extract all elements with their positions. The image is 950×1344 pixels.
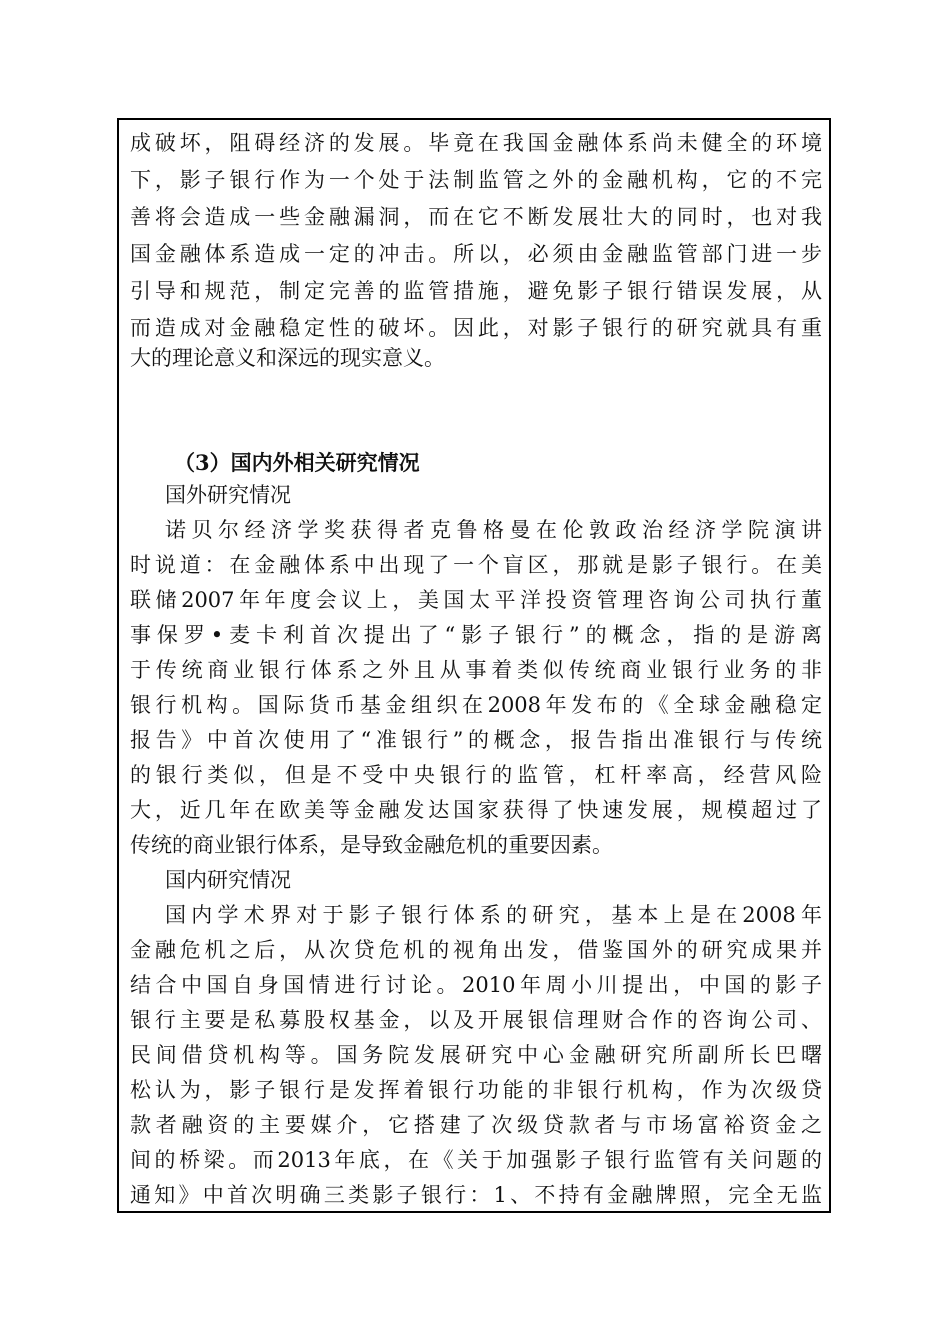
text-line: 松认为，影子银行是发挥着银行功能的非银行机构，作为次级贷 [130,1078,822,1102]
text-line: 成破坏，阻碍经济的发展。毕竟在我国金融体系尚未健全的环境 [130,131,822,155]
text-line: 传统的商业银行体系，是导致金融危机的重要因素。 [130,833,613,857]
text-line: 间的桥梁。而2013年底，在《关于加强影子银行监管有关问题的 [130,1148,822,1172]
text-line: 国内学术界对于影子银行体系的研究，基本上是在2008年 [165,903,822,927]
text-line: 金融危机之后，从次贷危机的视角出发，借鉴国外的研究成果并 [130,938,822,962]
text-line: 银行机构。国际货币基金组织在2008年发布的《全球金融稳定 [130,693,822,717]
text-line: 事保罗•麦卡利首次提出了“影子银行”的概念，指的是游离 [130,623,822,647]
text-line: 大的理论意义和深远的现实意义。 [130,346,445,370]
text-line: 于传统商业银行体系之外且从事着类似传统商业银行业务的非 [130,658,822,682]
text-line: 款者融资的主要媒介，它搭建了次级贷款者与市场富裕资金之 [130,1113,822,1137]
text-line: 诺贝尔经济学奖获得者克鲁格曼在伦敦政治经济学院演讲 [165,518,822,542]
text-line: 大，近几年在欧美等金融发达国家获得了快速发展，规模超过了 [130,798,822,822]
text-line: 时说道：在金融体系中出现了一个盲区，那就是影子银行。在美 [130,553,822,577]
text-line: 银行主要是私募股权基金，以及开展银信理财合作的咨询公司、 [130,1008,822,1032]
text-line: 善将会造成一些金融漏洞，而在它不断发展壮大的同时，也对我 [130,205,822,229]
section-heading: （3）国内外相关研究情况 [174,450,420,475]
text-line: 而造成对金融稳定性的破坏。因此，对影子银行的研究就具有重 [130,316,822,340]
text-line: 通知》中首次明确三类影子银行：1、不持有金融牌照，完全无监 [130,1183,822,1207]
text-line: 民间借贷机构等。国务院发展研究中心金融研究所副所长巴曙 [130,1043,822,1067]
text-line: 引导和规范，制定完善的监管措施，避免影子银行错误发展，从 [130,279,822,303]
text-line: 下，影子银行作为一个处于法制监管之外的金融机构，它的不完 [130,168,822,192]
text-line: 的银行类似，但是不受中央银行的监管，杠杆率高，经营风险 [130,763,822,787]
subsection-label-foreign: 国外研究情况 [165,483,291,507]
text-line: 报告》中首次使用了“准银行”的概念，报告指出准银行与传统 [130,728,822,752]
text-line: 联储2007年年度会议上，美国太平洋投资管理咨询公司执行董 [130,588,822,612]
subsection-label-domestic: 国内研究情况 [165,868,291,892]
text-line: 国金融体系造成一定的冲击。所以，必须由金融监管部门进一步 [130,242,822,266]
text-line: 结合中国自身国情进行讨论。2010年周小川提出，中国的影子 [130,973,822,997]
